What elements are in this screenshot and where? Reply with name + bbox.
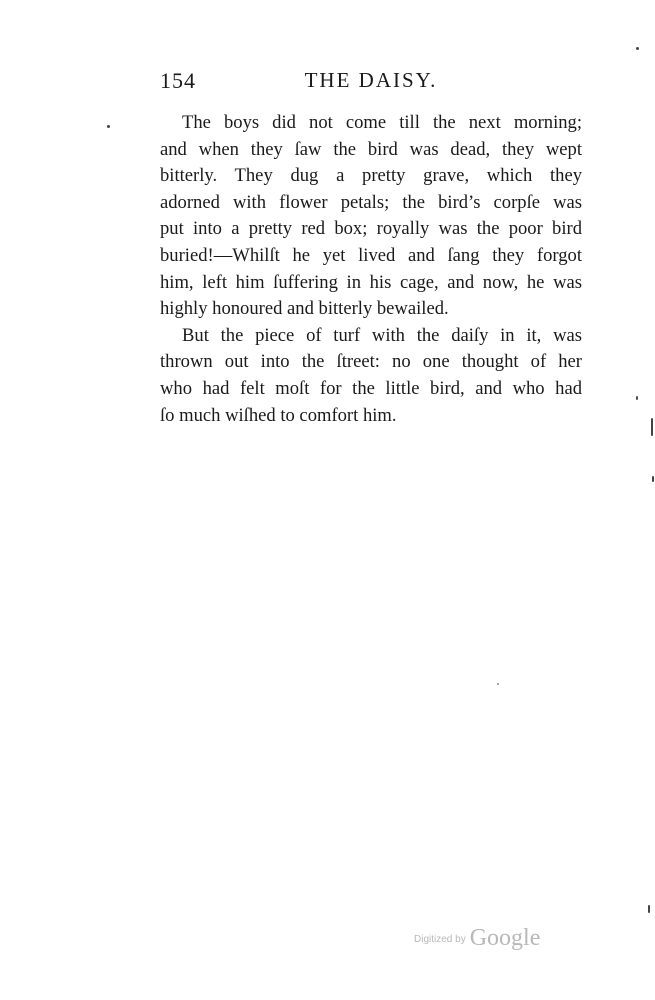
text-line: and when they ſaw the bird was dead, they wept <box>160 138 582 160</box>
google-logo-text: Google <box>469 925 541 951</box>
scan-speck <box>651 418 653 436</box>
running-title: THE DAISY. <box>304 68 438 92</box>
body-text <box>160 110 582 429</box>
page-number: 154 <box>160 68 196 93</box>
scan-speck <box>107 125 110 128</box>
scan-speck <box>648 905 650 913</box>
text-line: thrown out into the ſtreet: no one thought of her <box>160 351 582 373</box>
scan-speck <box>652 476 654 482</box>
text-line: bitterly. They dug a pretty grave, which they <box>160 165 582 187</box>
text-line: The boys did not come till the next morning; <box>182 112 582 133</box>
scan-speck <box>636 47 639 50</box>
watermark-prefix: Digitized by <box>414 934 466 945</box>
text-line: buried!—Whilſt he yet lived and ſang they forgot <box>160 244 582 266</box>
text-line: who had felt moſt for the little bird, and who had <box>160 377 582 399</box>
paragraph-2 <box>160 323 582 429</box>
scan-speck <box>636 396 638 400</box>
text-line: But the piece of turf with the daiſy in it, was <box>182 324 582 346</box>
text-line: ſo much wiſhed to comfort him. <box>160 404 397 426</box>
page-header <box>160 68 582 98</box>
text-line: adorned with flower petals; the bird’s corpſe was <box>160 191 582 213</box>
text-line: put into a pretty red box; royally was the poor bird <box>160 218 582 240</box>
text-line: him, left him ſuffering in his cage, and now, he was <box>160 271 582 293</box>
scan-speck <box>497 683 499 685</box>
text-line: highly honoured and bitterly bewailed. <box>160 298 449 320</box>
digitized-by-google-watermark <box>414 925 540 952</box>
paragraph-1 <box>160 110 582 323</box>
